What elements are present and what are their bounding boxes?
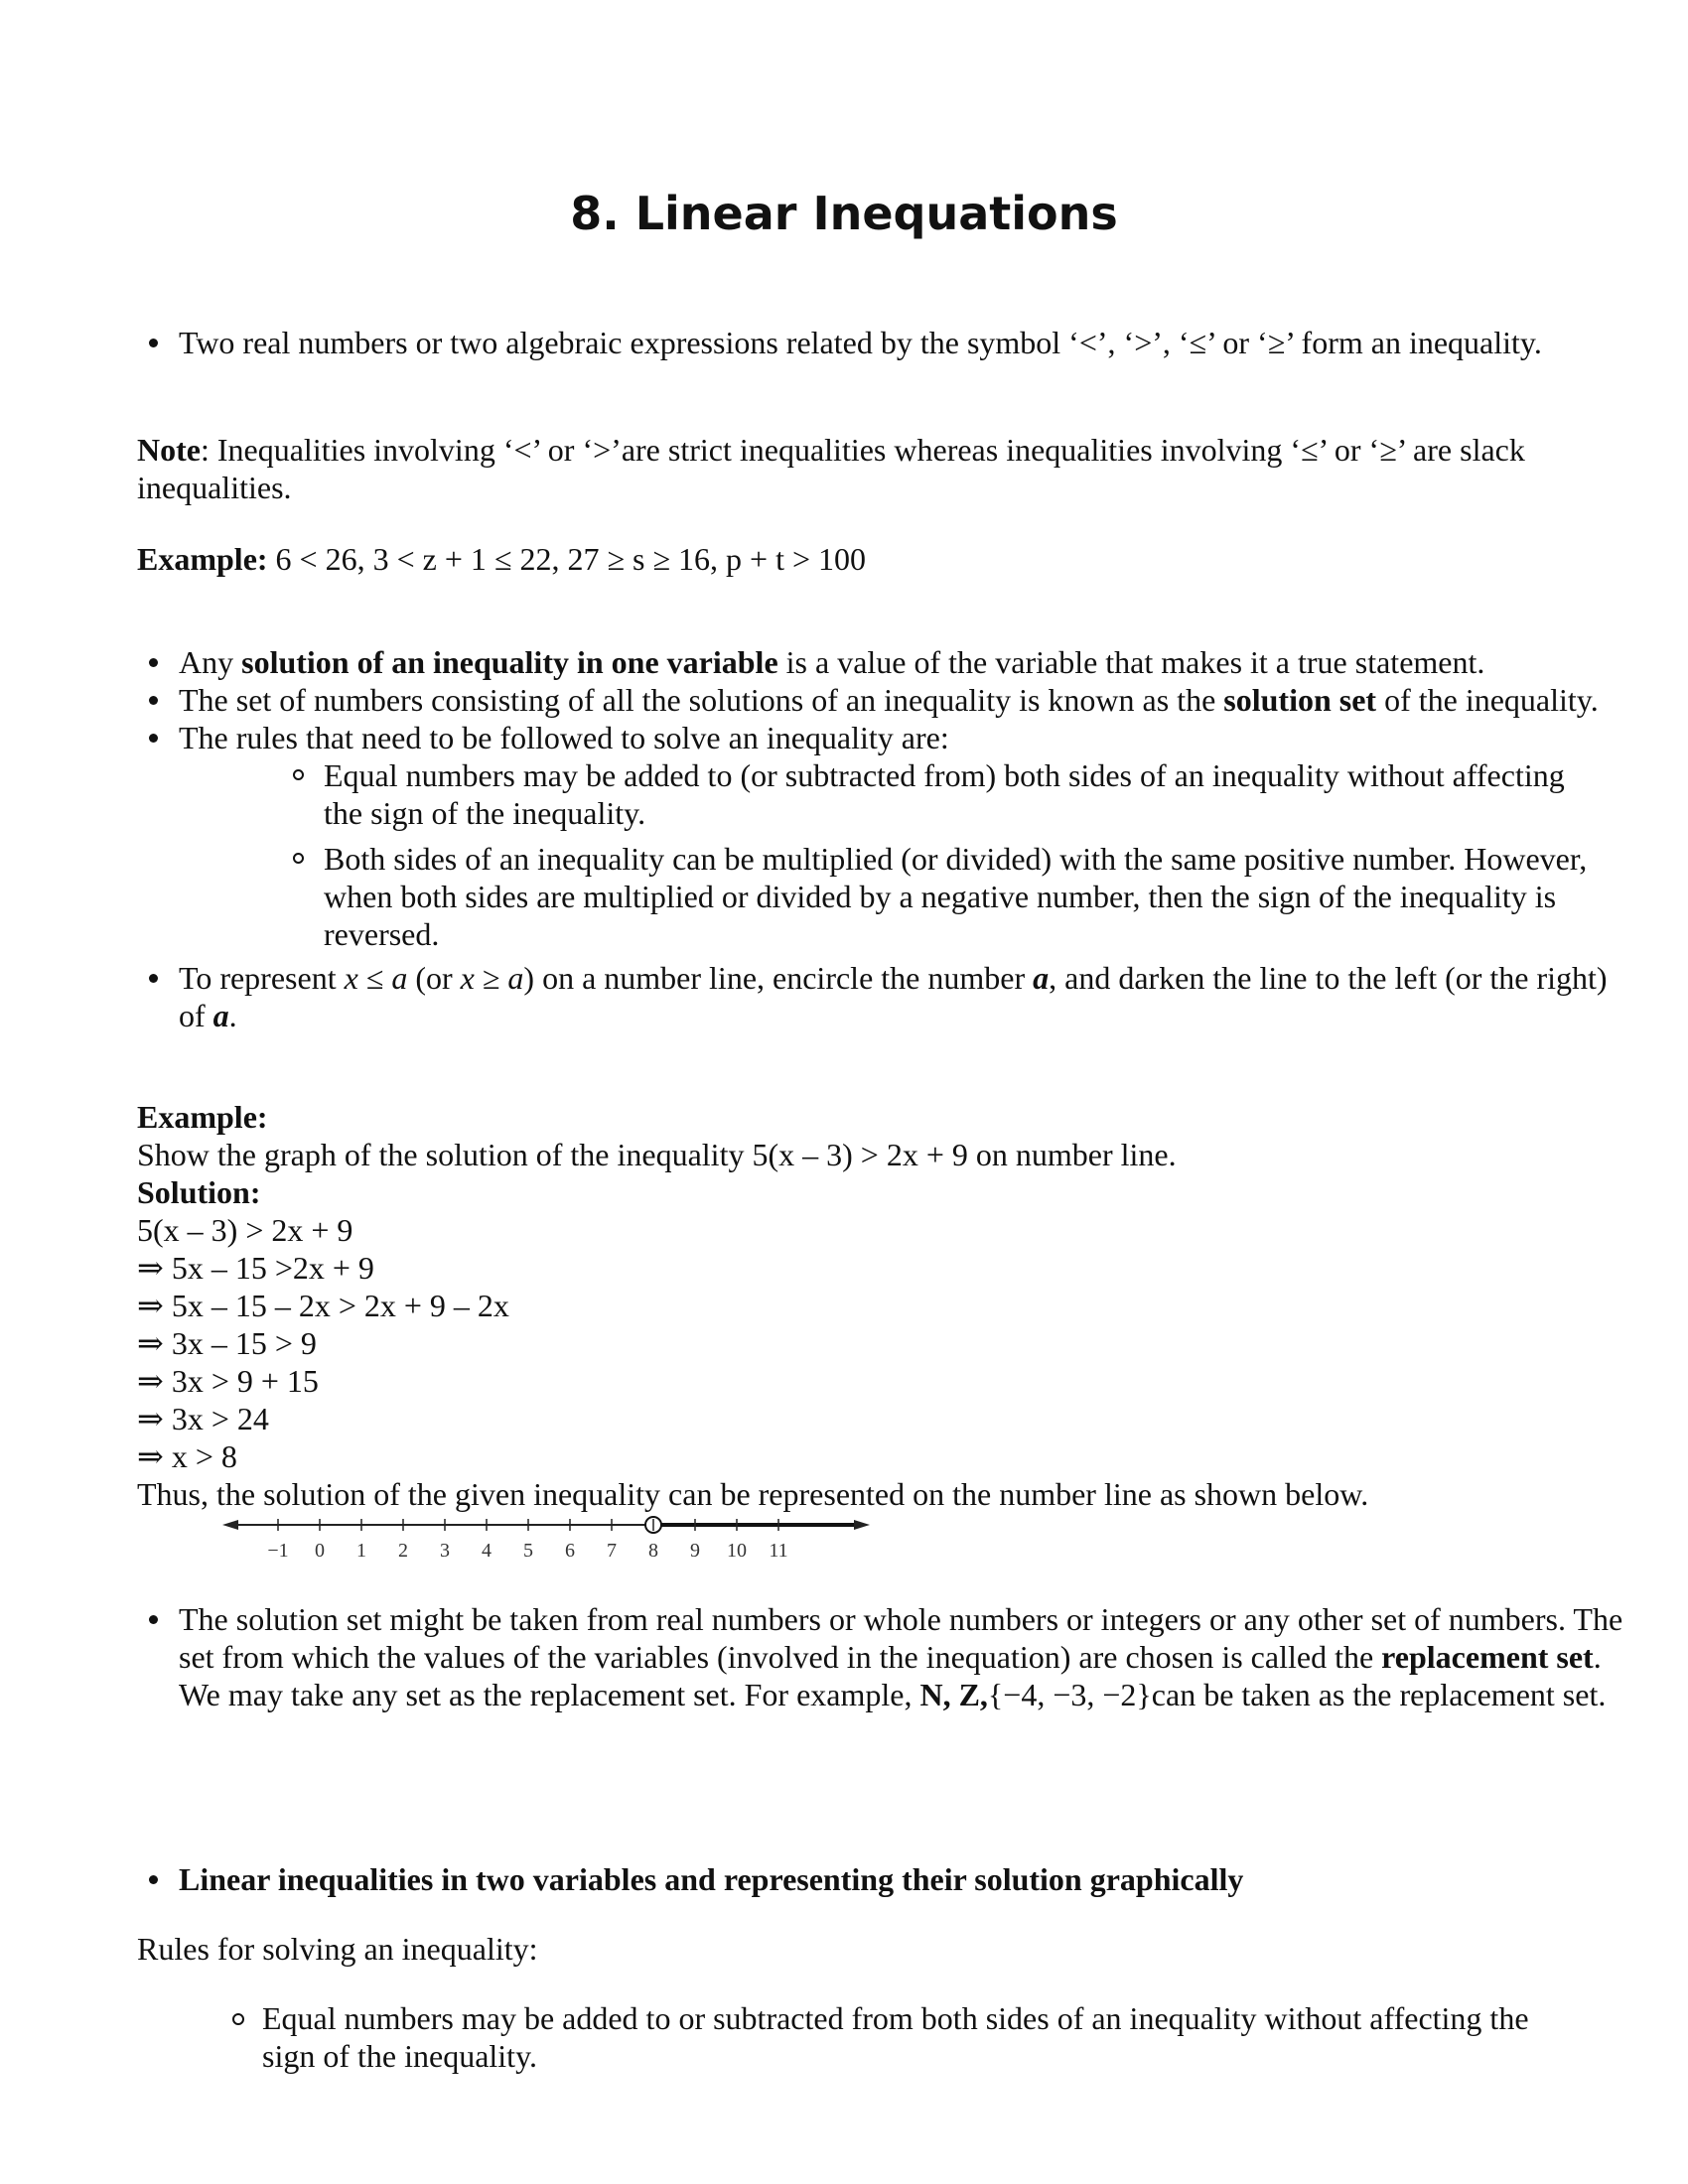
solution-bullet-1 xyxy=(179,643,1628,681)
number-line xyxy=(218,1509,874,1569)
step-4: ⇒ 3x – 15 > 9 xyxy=(137,1325,317,1361)
b1-bold: solution of an inequality in one variable xyxy=(241,644,778,680)
conclusion: Thus, the solution of the given inequality can be represented on the number line as shown below. xyxy=(137,1476,1369,1512)
rules-intro: Rules for solving an inequality: xyxy=(137,1931,538,1967)
tick-label: 1 xyxy=(356,1540,366,1562)
b1-post: is a value of the variable that makes it a true statement. xyxy=(777,644,1485,680)
replacement-pre: The solution set might be taken from real numbers or whole numbers or integers or any other set of numbers. The set from which the values of the variables (involved in the inequation) are chosen is called the xyxy=(179,1601,1623,1675)
note-text: : Inequalities involving ‘<’ or ‘>’are strict inequalities whereas inequalities involving ‘≤’ or ‘≥’ are slack inequalities. xyxy=(137,432,1525,505)
page-title: 8. Linear Inequations xyxy=(570,187,1118,240)
intro-bullet: Two real numbers or two algebraic expressions related by the symbol ‘<’, ‘>’, ‘≤’ or ‘≥’ form an inequality. xyxy=(179,324,1628,361)
replacement-sets: N, Z, xyxy=(919,1677,988,1712)
replacement-list xyxy=(137,1600,1628,1713)
intro-list xyxy=(137,324,1628,361)
step-3: ⇒ 5x – 15 – 2x > 2x + 9 – 2x xyxy=(137,1288,509,1323)
tick-label: 9 xyxy=(690,1540,700,1562)
b4-a4: a xyxy=(212,998,229,1033)
b4-a1: a xyxy=(391,960,408,996)
example-label: Example: xyxy=(137,541,268,577)
rules-sublist xyxy=(179,756,1628,953)
b2-post: of the inequality. xyxy=(1376,682,1599,718)
tick-label: 6 xyxy=(565,1540,575,1562)
right-arrow xyxy=(854,1520,870,1530)
b4-a: To represent xyxy=(179,960,345,996)
tick-label: 0 xyxy=(315,1540,325,1562)
example-text: 6 < 26, 3 < z + 1 ≤ 22, 27 ≥ s ≥ 16, p + t > 100 xyxy=(267,541,867,577)
rule-sub-1: Equal numbers may be added to (or subtracted from) both sides of an inequality without affecting the sign of the inequality. xyxy=(324,756,1628,832)
tick-label: 11 xyxy=(769,1540,788,1562)
example2-question: Show the graph of the solution of the inequality 5(x – 3) > 2x + 9 on number line. xyxy=(137,1137,1177,1172)
tick-label: −1 xyxy=(267,1540,289,1562)
replacement-mid: . We may take any set as the replacement set. For example, xyxy=(179,1639,1602,1712)
b2-pre: The set of numbers consisting of all the solutions of an inequality is known as the xyxy=(179,682,1224,718)
tick-label: 7 xyxy=(607,1540,617,1562)
two-var-heading xyxy=(179,1860,1628,1898)
step-2: ⇒ 5x – 15 >2x + 9 xyxy=(137,1250,374,1286)
example2-block xyxy=(137,1098,1587,1513)
b4-d: ≥ xyxy=(474,960,508,996)
two-var-list xyxy=(137,1860,1628,1898)
b2-bold: solution set xyxy=(1223,682,1377,718)
example-paragraph xyxy=(137,540,1587,578)
replacement-post: {−4, −3, −2}can be taken as the replacement set. xyxy=(987,1677,1607,1712)
b4-x2: x xyxy=(460,960,475,996)
solution-list xyxy=(137,643,1628,1034)
b4-b: ≤ xyxy=(357,960,392,996)
b4-c: (or xyxy=(407,960,461,996)
replacement-bullet xyxy=(179,1600,1628,1713)
note-paragraph xyxy=(137,431,1587,506)
tick-label: 5 xyxy=(523,1540,533,1562)
step-7: ⇒ x > 8 xyxy=(137,1438,237,1474)
number-line-labels xyxy=(267,1540,787,1562)
solution-bullet-2 xyxy=(179,681,1628,719)
rule-sub-2: Both sides of an inequality can be multiplied (or divided) with the same positive number. However, when both sides are multiplied or divided by a negative number, then the sign of the inequality is reversed. xyxy=(324,840,1628,953)
note-label: Note xyxy=(137,432,201,468)
b4-a2: a xyxy=(507,960,524,996)
b4-f: , and darken the line to the left (or the right) of xyxy=(179,960,1608,1033)
step-5: ⇒ 3x > 9 + 15 xyxy=(137,1363,319,1399)
solution-bullet-3 xyxy=(179,719,1628,953)
tick-label: 3 xyxy=(440,1540,450,1562)
two-var-heading-text: Linear inequalities in two variables and representing their solution graphically xyxy=(179,1861,1244,1897)
solution-bullet-4 xyxy=(179,959,1628,1034)
tick-label: 10 xyxy=(727,1540,747,1562)
b4-g: . xyxy=(228,998,237,1033)
step-6: ⇒ 3x > 24 xyxy=(137,1401,269,1436)
b4-e: ) on a number line, encircle the number xyxy=(523,960,1034,996)
two-var-rule-1 xyxy=(262,1999,1587,2075)
b3-text: The rules that need to be followed to solve an inequality are: xyxy=(179,720,949,755)
step-1: 5(x – 3) > 2x + 9 xyxy=(137,1212,353,1248)
b4-x1: x xyxy=(344,960,358,996)
tick-label: 4 xyxy=(482,1540,492,1562)
example2-label: Example: xyxy=(137,1099,268,1135)
tick-label: 2 xyxy=(398,1540,408,1562)
replacement-bold: replacement set xyxy=(1381,1639,1594,1675)
b4-a3: a xyxy=(1033,960,1050,996)
two-var-rule-1-text: Equal numbers may be added to or subtracted from both sides of an inequality without affecting the sign of the inequality. xyxy=(262,2000,1529,2074)
left-arrow xyxy=(222,1520,238,1530)
solution-label: Solution: xyxy=(137,1174,261,1210)
tick-label: 8 xyxy=(648,1540,658,1562)
b1-pre: Any xyxy=(179,644,242,680)
